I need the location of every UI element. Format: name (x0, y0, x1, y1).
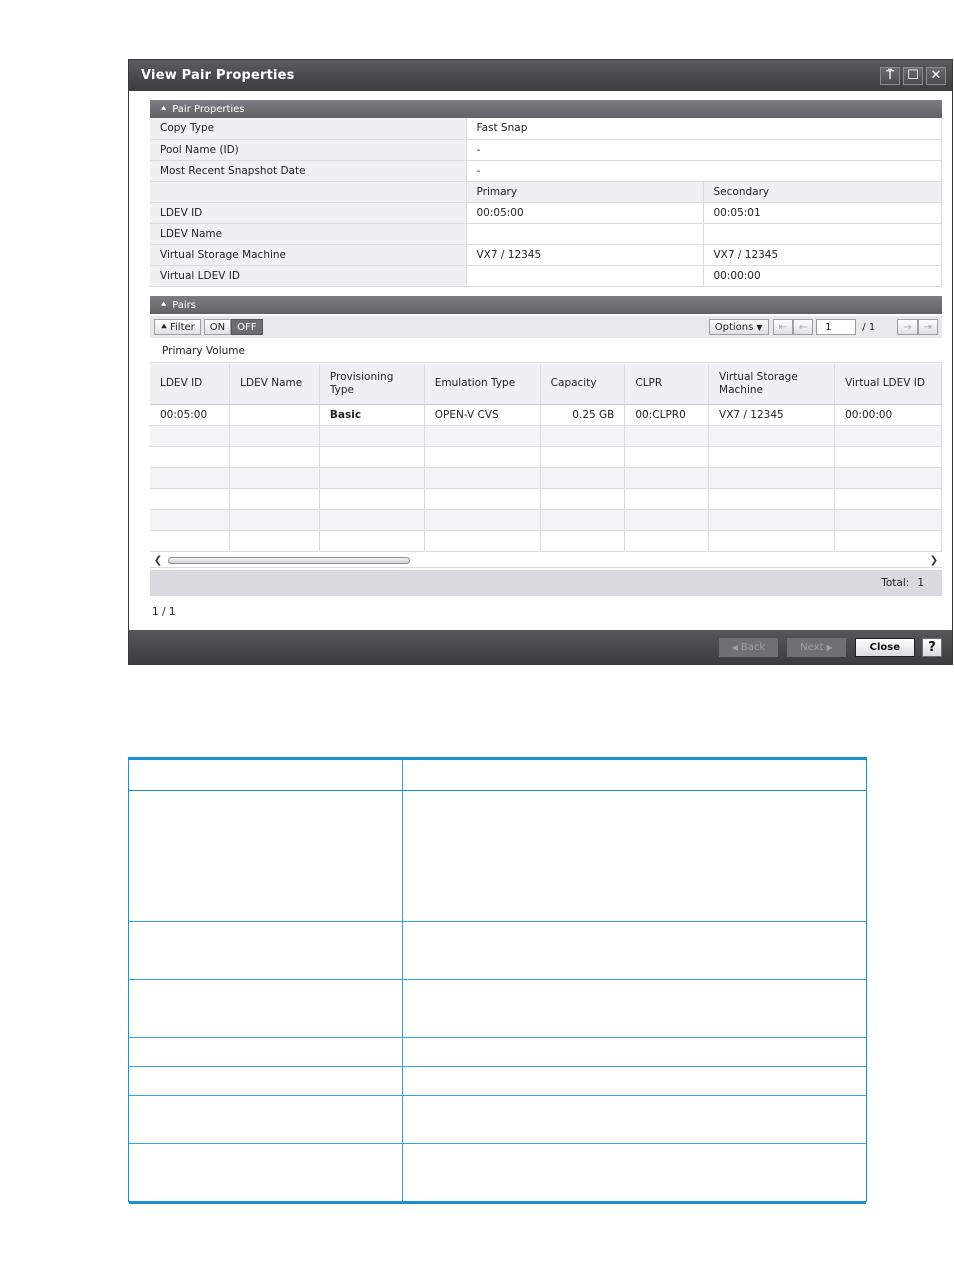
table-cell (424, 488, 540, 509)
filter-off-button[interactable]: OFF (231, 319, 262, 335)
table-cell (230, 404, 320, 425)
table-border (866, 757, 867, 1202)
secondary-value: 00:05:01 (703, 202, 942, 223)
table-cell (835, 425, 942, 446)
pin-icon[interactable]: ⍑ (880, 67, 900, 85)
table-cell (709, 509, 835, 530)
column-header[interactable]: Emulation Type (424, 364, 540, 404)
options-button[interactable] (709, 319, 769, 335)
table-row (150, 446, 942, 467)
table-row (129, 922, 866, 980)
property-value: Fast Snap (466, 118, 942, 139)
table-cell (424, 425, 540, 446)
secondary-value (703, 223, 942, 244)
pair-properties-table (150, 118, 942, 287)
filter-chevron-icon: ⯅ (160, 321, 168, 333)
total-bar (150, 570, 942, 596)
table-row (129, 980, 866, 1038)
property-value: - (466, 139, 942, 160)
column-header[interactable]: Capacity (540, 364, 625, 404)
description-table (129, 757, 866, 1204)
table-cell (424, 509, 540, 530)
table-header-row (129, 759, 866, 791)
table-row[interactable] (150, 404, 942, 425)
table-row (129, 1144, 866, 1203)
table-cell (709, 446, 835, 467)
secondary-column-header: Secondary (703, 181, 942, 202)
table-cell (625, 509, 709, 530)
last-page-icon[interactable]: ⇥ (918, 319, 938, 335)
table-cell (150, 509, 230, 530)
table-row (150, 509, 942, 530)
table-cell (835, 509, 942, 530)
column-header[interactable]: LDEV ID (150, 364, 230, 404)
property-label: Pool Name (ID) (150, 139, 466, 160)
scroll-track[interactable] (166, 553, 926, 567)
table-cell (424, 530, 540, 551)
property-label: Virtual LDEV ID (150, 265, 466, 286)
view-pair-properties-dialog (128, 59, 953, 665)
page-number-input[interactable]: 1 (816, 319, 856, 335)
dialog-title: View Pair Properties (141, 68, 295, 83)
help-button[interactable]: ? (922, 638, 942, 657)
property-value: - (466, 160, 942, 181)
total-value: 1 (917, 577, 924, 589)
table-row (150, 488, 942, 509)
filter-on-button[interactable]: ON (204, 319, 231, 335)
maximize-icon[interactable]: ☐ (903, 67, 923, 85)
table-cell (835, 467, 942, 488)
table-cell (319, 446, 424, 467)
prev-page-icon[interactable]: ← (793, 319, 813, 335)
property-row (150, 118, 942, 139)
collapse-chevron-icon: ⯅ (160, 104, 168, 114)
table-cell (230, 425, 320, 446)
section-title: Pair Properties (172, 103, 245, 115)
primary-secondary-header-row (150, 181, 942, 202)
table-row (129, 1096, 866, 1144)
table-cell: 0.25 GB (540, 404, 625, 425)
filter-label: Filter (170, 321, 195, 333)
table-cell (625, 425, 709, 446)
column-header[interactable]: CLPR (625, 364, 709, 404)
pairs-table (150, 364, 942, 552)
primary-value: 00:05:00 (466, 202, 703, 223)
pairs-toolbar (150, 316, 942, 338)
column-header[interactable]: Virtual Storage Machine (709, 364, 835, 404)
page-total: / 1 (862, 321, 876, 333)
table-cell (230, 509, 320, 530)
table-cell: VX7 / 12345 (709, 404, 835, 425)
table-row (150, 425, 942, 446)
table-cell: Basic (319, 404, 424, 425)
table-row (129, 1038, 866, 1067)
table-cell (150, 488, 230, 509)
table-cell (540, 425, 625, 446)
close-icon[interactable]: ✕ (926, 67, 946, 85)
table-cell (230, 488, 320, 509)
table-row (150, 530, 942, 551)
primary-value (466, 223, 703, 244)
table-cell (709, 467, 835, 488)
property-row (150, 160, 942, 181)
table-cell (230, 530, 320, 551)
scroll-left-icon[interactable]: ❮ (153, 554, 163, 566)
table-cell (709, 488, 835, 509)
table-cell (625, 446, 709, 467)
back-label: Back (740, 641, 766, 653)
table-cell (709, 425, 835, 446)
property-label: LDEV ID (150, 202, 466, 223)
chevron-down-icon: ▼ (756, 322, 763, 332)
property-row (150, 139, 942, 160)
table-cell (319, 467, 424, 488)
table-cell (150, 467, 230, 488)
table-cell (835, 446, 942, 467)
secondary-value: 00:00:00 (703, 265, 942, 286)
next-arrow-icon: ▶ (826, 642, 833, 652)
table-cell (230, 446, 320, 467)
property-label: Copy Type (150, 118, 466, 139)
table-cell (540, 446, 625, 467)
table-cell (625, 467, 709, 488)
table-row (150, 467, 942, 488)
table-cell (540, 467, 625, 488)
table-cell: 00:00:00 (835, 404, 942, 425)
table-cell (424, 467, 540, 488)
property-label: Virtual Storage Machine (150, 244, 466, 265)
table-cell (319, 488, 424, 509)
table-cell (319, 425, 424, 446)
dialog-footer (129, 630, 952, 664)
primary-value: VX7 / 12345 (466, 244, 703, 265)
table-cell (319, 530, 424, 551)
table-cell (625, 530, 709, 551)
table-cell (540, 530, 625, 551)
table-cell (835, 488, 942, 509)
table-cell (319, 509, 424, 530)
column-header[interactable]: Provisioning Type (319, 364, 424, 404)
table-cell (150, 425, 230, 446)
table-cell (150, 446, 230, 467)
close-button[interactable]: Close (855, 638, 915, 657)
first-page-icon[interactable]: ⇤ (773, 319, 793, 335)
property-row (150, 223, 942, 244)
column-header[interactable]: Virtual LDEV ID (835, 364, 942, 404)
pair-properties-section-header[interactable] (150, 100, 942, 118)
property-row (150, 202, 942, 223)
pairs-section-header[interactable] (150, 296, 942, 314)
table-cell: OPEN-V CVS (424, 404, 540, 425)
options-label: Options (714, 321, 754, 333)
table-cell (709, 530, 835, 551)
next-label: Next (800, 641, 824, 653)
dialog-titlebar (129, 60, 952, 91)
property-row (150, 265, 942, 286)
table-cell (150, 530, 230, 551)
secondary-value: VX7 / 12345 (703, 244, 942, 265)
next-page-icon[interactable]: → (897, 319, 917, 335)
filter-button[interactable] (154, 319, 201, 335)
table-cell (540, 509, 625, 530)
property-row (150, 244, 942, 265)
scroll-thumb[interactable] (168, 557, 410, 564)
primary-volume-label: Primary Volume (150, 339, 942, 363)
total-label: Total: (881, 577, 910, 589)
property-label: LDEV Name (150, 223, 466, 244)
horizontal-scrollbar[interactable] (150, 553, 942, 568)
back-button[interactable] (719, 638, 778, 657)
table-cell: 00:CLPR0 (625, 404, 709, 425)
table-cell (625, 488, 709, 509)
next-button[interactable] (787, 638, 845, 657)
table-cell (540, 488, 625, 509)
back-arrow-icon: ◀ (731, 642, 738, 652)
table-cell (835, 530, 942, 551)
scroll-right-icon[interactable]: ❯ (929, 554, 939, 566)
collapse-chevron-icon: ⯅ (160, 300, 168, 310)
table-cell (424, 446, 540, 467)
page-indicator: 1 / 1 (152, 606, 176, 618)
primary-value (466, 265, 703, 286)
table-cell (230, 467, 320, 488)
property-label: Most Recent Snapshot Date (150, 160, 466, 181)
table-cell: 00:05:00 (150, 404, 230, 425)
table-row (129, 791, 866, 922)
primary-column-header: Primary (466, 181, 703, 202)
table-row (129, 1067, 866, 1096)
column-header[interactable]: LDEV Name (230, 364, 320, 404)
section-title: Pairs (172, 299, 197, 311)
